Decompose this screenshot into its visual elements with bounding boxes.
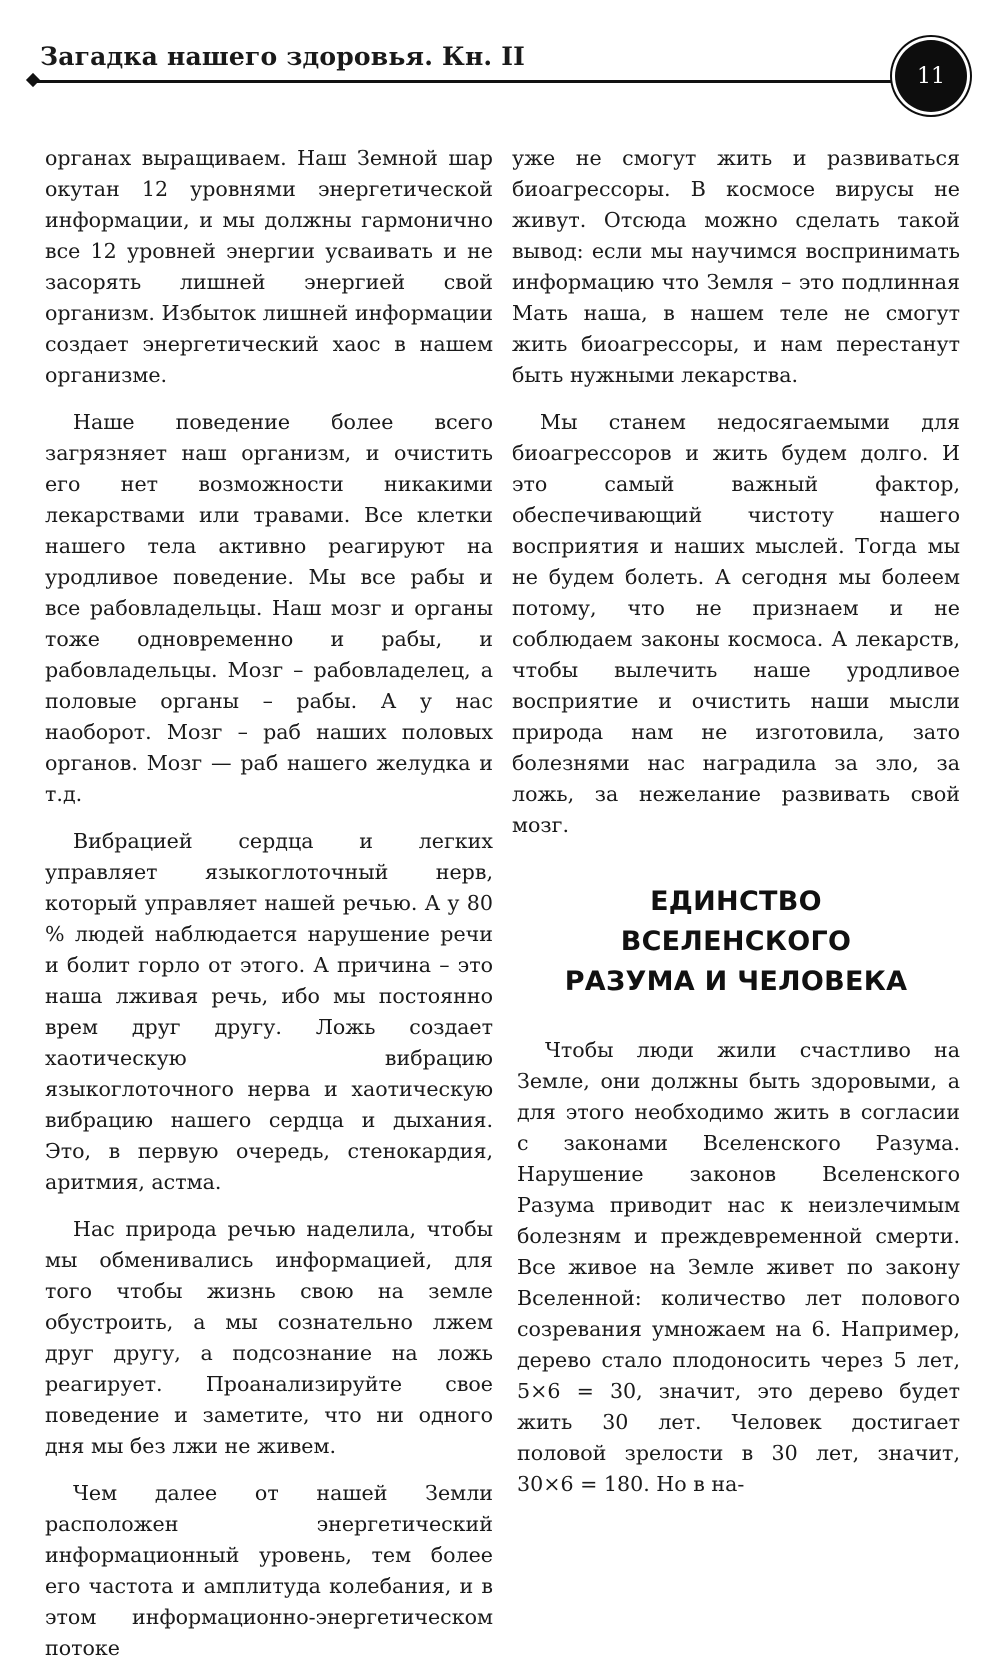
paragraph: Чтобы люди жили счастливо на Земле, они должны быть здоровыми, а для этого необходимо жить в согласии с законами Вселенского Разума. Нарушение законов Вселенского Разума приводит нас к неизлечимым болезням и преждевременной смерти. Все живое на Земле живет по закону Вселенной: количество лет полового созревания умножаем на 6. Например, дерево стало плодоносить через 5 лет, 5×6 = 30, значит, это дерево будет жить 30 лет. Человек достигает половой зрелости в 30 лет, значит, 30×6 = 180. Но в на- <box>517 1038 960 1496</box>
section-heading-line: ВСЕЛЕНСКОГО <box>620 926 852 957</box>
page-number-badge <box>895 40 967 112</box>
section-heading <box>512 882 960 1002</box>
paragraph: Вибрацией сердца и легких управляет языкоглоточный нерв, который управляет нашей речью. А у 80 % людей наблюдается нарушение речи и болит горло от этого. А причина – это наша лживая речь, ибо мы постоянно врем друг другу. Ложь создает хаотическую вибрацию языкоглоточного нерва и хаотическую вибрацию нашего сердца и дыхания. Это, в первую очередь, стенокардия, аритмия, астма. <box>45 829 493 1194</box>
rule-diamond-ornament <box>26 73 40 87</box>
paragraph: Чем далее от нашей Земли расположен энергетический информационный уровень, тем более его частота и амплитуда колебания, и в этом информационно-энергетическом потоке <box>45 1481 493 1660</box>
right-column <box>512 143 960 857</box>
paragraph: Мы станем недосягаемыми для биоагрессоров и жить будем долго. И это самый важный фактор, обеспечивающий чистоту нашего восприятия и наших мыслей. Тогда мы не будем болеть. А сегодня мы болеем потому, что не признаем и не соблюдаем законы космоса. А лекарств, чтобы вылечить наше уродливое восприятие и очистить наши мысли природа нам не изготовила, зато болезнями нас наградила за зло, за ложь, за нежелание развивать свой мозг. <box>512 410 960 837</box>
paragraph: уже не смогут жить и развиваться биоагрессоры. В космосе вирусы не живут. Отсюда можно сделать такой вывод: если мы научимся воспринимать информацию что Земля – это подлинная Мать наша, в нашем теле не смогут жить биоагрессоры, и нам перестанут быть нужными лекарства. <box>512 146 960 387</box>
running-head-rule <box>34 80 914 83</box>
section-heading-line: ЕДИНСТВО <box>650 886 822 917</box>
right-column-section-body <box>517 1035 960 1516</box>
paragraph: Наше поведение более всего загрязняет наш организм, и очистить его нет возможности никакими лекарствами или травами. Все клетки нашего тела активно реагируют на уродливое поведение. Мы все рабы и все рабовладельцы. Наш мозг и органы тоже одновременно и рабы, и рабовладельцы. Мозг – рабовладелец, а половые органы – рабы. А у нас наоборот. Мозг – раб наших половых органов. Мозг — раб нашего желудка и т.д. <box>45 410 493 806</box>
section-heading-line: РАЗУМА И ЧЕЛОВЕКА <box>564 966 908 997</box>
paragraph: Нас природа речью наделила, чтобы мы обменивались информацией, для того чтобы жизнь свою на земле обустроить, а мы сознательно лжем друг другу, а подсознание на ложь реагирует. Проанализируйте свое поведение и заметите, что ни одного дня мы без лжи не живем. <box>45 1217 493 1458</box>
left-column <box>45 143 493 1680</box>
paragraph: органах выращиваем. Наш Земной шар окутан 12 уровнями энергетической информации, и мы должны гармонично все 12 уровней энергии усваивать и не засорять лишней энергией свой организм. Избыток лишней информации создает энергетический хаос в нашем организме. <box>45 146 493 387</box>
page-number: 11 <box>917 63 945 89</box>
running-head: Загадка нашего здоровья. Кн. II <box>40 42 526 71</box>
